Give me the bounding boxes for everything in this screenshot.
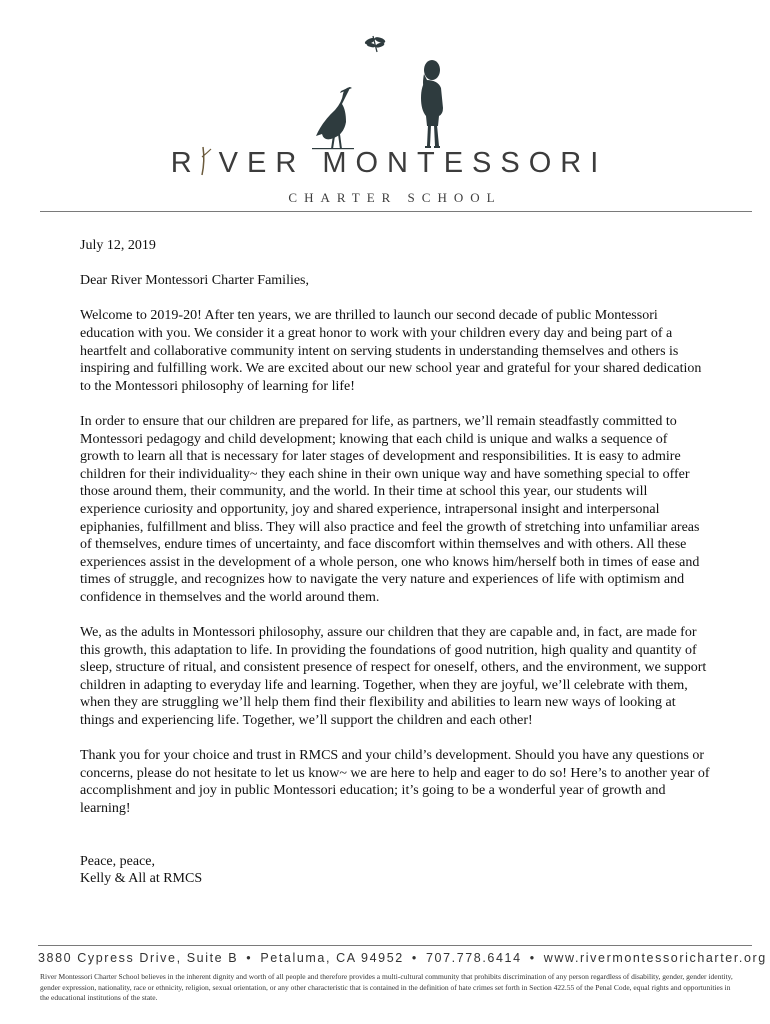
- child-silhouette-icon: [421, 60, 443, 148]
- footer-website-link[interactable]: www.rivermontessoricharter.org: [543, 951, 767, 965]
- header-divider: [40, 211, 752, 212]
- school-name: [0, 145, 770, 180]
- school-name-rest: VER MONTESSORI: [218, 147, 608, 179]
- separator-dot: •: [246, 951, 253, 965]
- letter-closing: Peace, peace,: [80, 853, 155, 869]
- school-subtitle: CHARTER SCHOOL: [288, 190, 502, 205]
- letter-paragraph: Welcome to 2019-20! After ten years, we are thrilled to launch our second decade of public Montessori education with you. We consider it a great honor to work with your children every day and being part of a heartfelt and collaborative community intent on serving students in understanding themselves and others is inspiring and fulfilling work. We are excited about our new school year and grateful for your shared dedication to the Montessori philosophy of learning for life!: [80, 308, 702, 394]
- letter-paragraph: Thank you for your choice and trust in RMCS and your child’s development. Should you have any questions or concerns, please do not hesitate to let us know~ we are here to help and eager to do so! Here’s to another year of accomplishment and joy in public Montessori education; it’s going to be a wonderful year of growth and learning!: [80, 748, 710, 816]
- footer-divider: [38, 945, 752, 946]
- separator-dot: •: [411, 951, 418, 965]
- footer-contact: [38, 951, 767, 965]
- footer-legal-notice: River Montessori Charter School believes in the inherent dignity and worth of all people and therefore provides a multi-cultural community that prohibits discrimination of any person regardless of disability, gender, gender identity, gender expression, nationality, race or ethnicity, religion, sexual orientation, or any other characteristic that is contained in the definition of hate crimes set forth in Section 422.55 of the Penal Code, equal rights and opportunities in the educational institutions of the state.: [40, 972, 733, 1002]
- school-name-initial: R: [170, 147, 201, 179]
- footer-phone: 707.778.6414: [425, 951, 522, 965]
- letter-date: July 12, 2019: [80, 238, 156, 253]
- letter-signature: Kelly & All at RMCS: [80, 871, 203, 887]
- dragonfly-icon: [365, 36, 386, 52]
- separator-dot: •: [529, 951, 536, 965]
- letter-body: [80, 237, 710, 888]
- reed-icon: [199, 145, 213, 177]
- footer-address: 3880 Cypress Drive, Suite B: [38, 951, 239, 965]
- spacer: [80, 835, 710, 853]
- letter-paragraph: We, as the adults in Montessori philosophy, assure our children that they are capable and, in fact, are made for this growth, this adaptation to life. In providing the foundations of good nutrition, high quality and quantity of sleep, structure of ritual, and consistent presence of respect for oneself, others, and the environment, we support children in adapting to everyday life and learning. Together, when they are joyful, we’ll celebrate with them, when they are struggling we’ll help them find their flexibility and abilities to learn new ways of looking at things and experiencing life. Together, we’ll support the children and each other!: [80, 625, 707, 729]
- letter-salutation: Dear River Montessori Charter Families,: [80, 273, 310, 289]
- footer-city: Petaluma, CA 94952: [260, 951, 404, 965]
- heron-icon: [312, 87, 354, 149]
- letter-paragraph: In order to ensure that our children are prepared for life, as partners, we’ll remain steadfastly committed to Montessori pedagogy and child development; knowing that each child is unique and walks a sequence of growth to learn all that is necessary for later stages of development and responsibilities. It is easy to admire children for their individuality~ they each shine in their own unique way and have something special to offer those around them, their community, and the world. In their time at school this year, our students will experience curiosity and opportunity, joy and shared experience, intrapersonal insight and interpersonal epiphanies, fulfillment and bliss. They will also practice and feel the growth of stretching into unfamiliar areas of themselves, endure times of uncertainty, and face discomfort within themselves and with others. All these experiences assist in the development of a whole person, one who knows him/herself both in times of ease and times of struggle, and recognizes how to navigate the very nature and experiences of life with optimism and confidence in themselves and the world around them.: [80, 413, 700, 605]
- school-logo: [300, 30, 460, 152]
